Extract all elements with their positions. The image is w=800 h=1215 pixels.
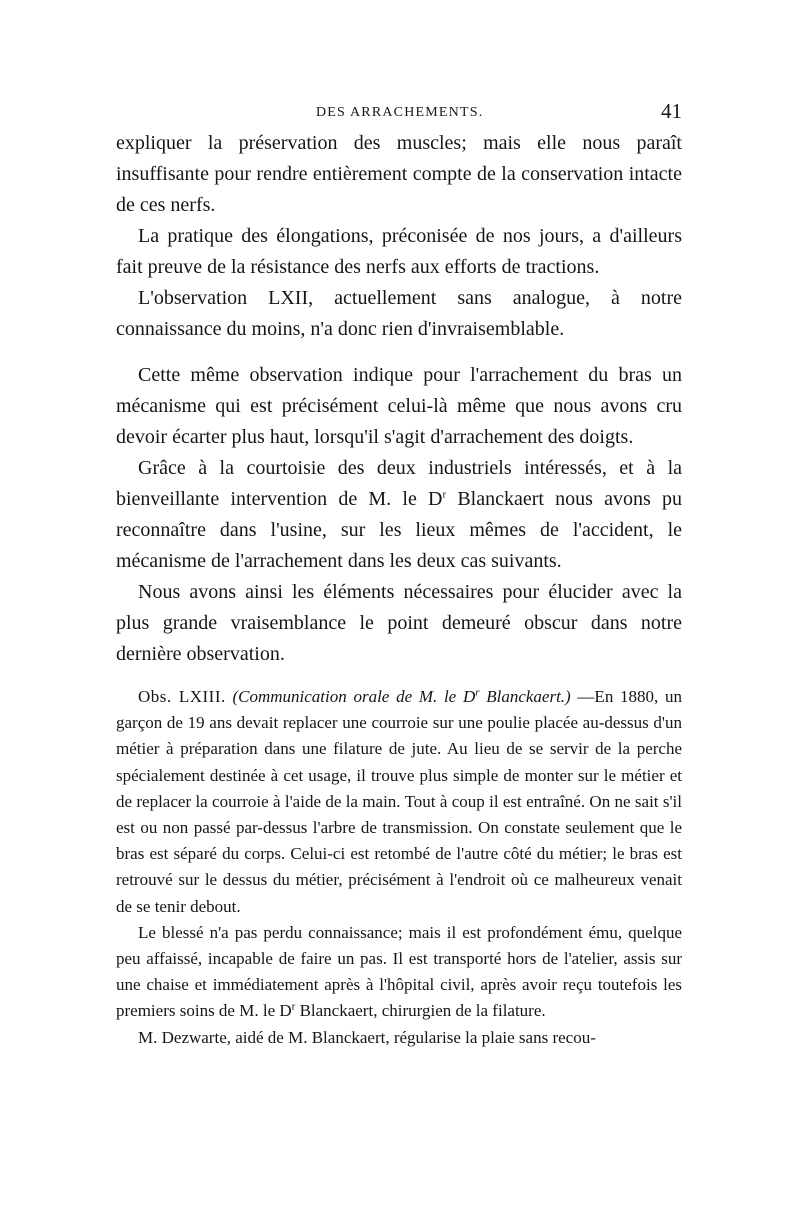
observation-paragraph-2 — [116, 920, 682, 1025]
paragraph-5 — [116, 453, 682, 577]
observation-p2-text-a: Le blessé n'a pas perdu connaissance; mais il est profondément ému, quelque peu affaissé, incapable de faire un pas. Il est transporté hors de l'atelier, assis sur une chaise et immédiatement après à l'hôpital civil, après avoir reçu toutefois les premiers soins de M. le D — [116, 922, 682, 1021]
section-gap — [116, 670, 682, 684]
page-number: 41 — [661, 99, 682, 123]
paragraph-2: La pratique des élongations, préconisée de nos jours, a d'ailleurs fait preuve de la résistance des nerfs aux efforts de tractions. — [116, 225, 682, 278]
paragraph-5-text-b: Blanckaert nous avons pu reconnaître dans l'usine, sur les lieux mêmes de l'accident, le mécanisme de l'arrachement dans les deux cas suivants. — [116, 488, 682, 572]
observation-p2-superscript: r — [291, 1000, 296, 1013]
observation-source-a: (Communication orale de M. le D — [232, 687, 476, 706]
observation-p2-text-b: Blanckaert, chirurgien de la filature. — [295, 1001, 546, 1021]
paragraph-4: Cette même observation indique pour l'arrachement du bras un mécanisme qui est précisément celui-là même que nous avons cru devoir écarter plus haut, lorsqu'il s'agit d'arrachement des doigts. — [116, 364, 682, 448]
paragraph-5-text-a: Grâce à la courtoisie des deux industriels intéressés, et à la bienveillante intervention de M. le D — [116, 457, 682, 510]
observation-paragraph — [116, 684, 682, 920]
paragraph-3: L'observation LXII, actuellement sans analogue, à notre connaissance du moins, n'a donc rien d'invraisemblable. — [116, 287, 682, 340]
doctor-superscript: r — [442, 488, 447, 501]
observation-label: Obs. LXIII. — [138, 687, 226, 706]
paragraph-gap — [116, 345, 682, 360]
observation-source-b: Blanckaert.) — [479, 687, 571, 706]
observation-text: —En 1880, un garçon de 19 ans devait replacer une courroie sur une poulie placée au-dessus d'un métier à préparation dans une filature de jute. Au lieu de se servir de la perche spécialement destinée à cet usage, il trouve plus simple de monter sur le métier et de replacer la courroie à l'aide de la main. Tout à coup il est entraîné. On ne sait s'il est ou non passé par-dessus l'arbre de transmission. On constate seulement que le bras est séparé du corps. Celui-ci est retombé de l'autre côté du métier; le bras est retrouvé sur le dessus du métier, précisément à l'endroit où ce malheureux venait de se tenir debout. — [116, 687, 683, 916]
observation-paragraph-3: M. Dezwarte, aidé de M. Blanckaert, régularise la plaie sans recou- — [138, 1027, 596, 1047]
page-header — [116, 99, 682, 127]
page-body — [116, 128, 682, 1051]
observation-source-superscript: r — [475, 686, 480, 699]
paragraph-1: expliquer la préservation des muscles; mais elle nous paraît insuffisante pour rendre entièrement compte de la conservation intacte de ces nerfs. — [116, 132, 682, 216]
paragraph-6: Nous avons ainsi les éléments nécessaires pour élucider avec la plus grande vraisemblance le point demeuré obscur dans notre dernière observation. — [116, 581, 682, 665]
observation-source — [232, 687, 570, 706]
running-title: DES ARRACHEMENTS. — [316, 105, 484, 120]
